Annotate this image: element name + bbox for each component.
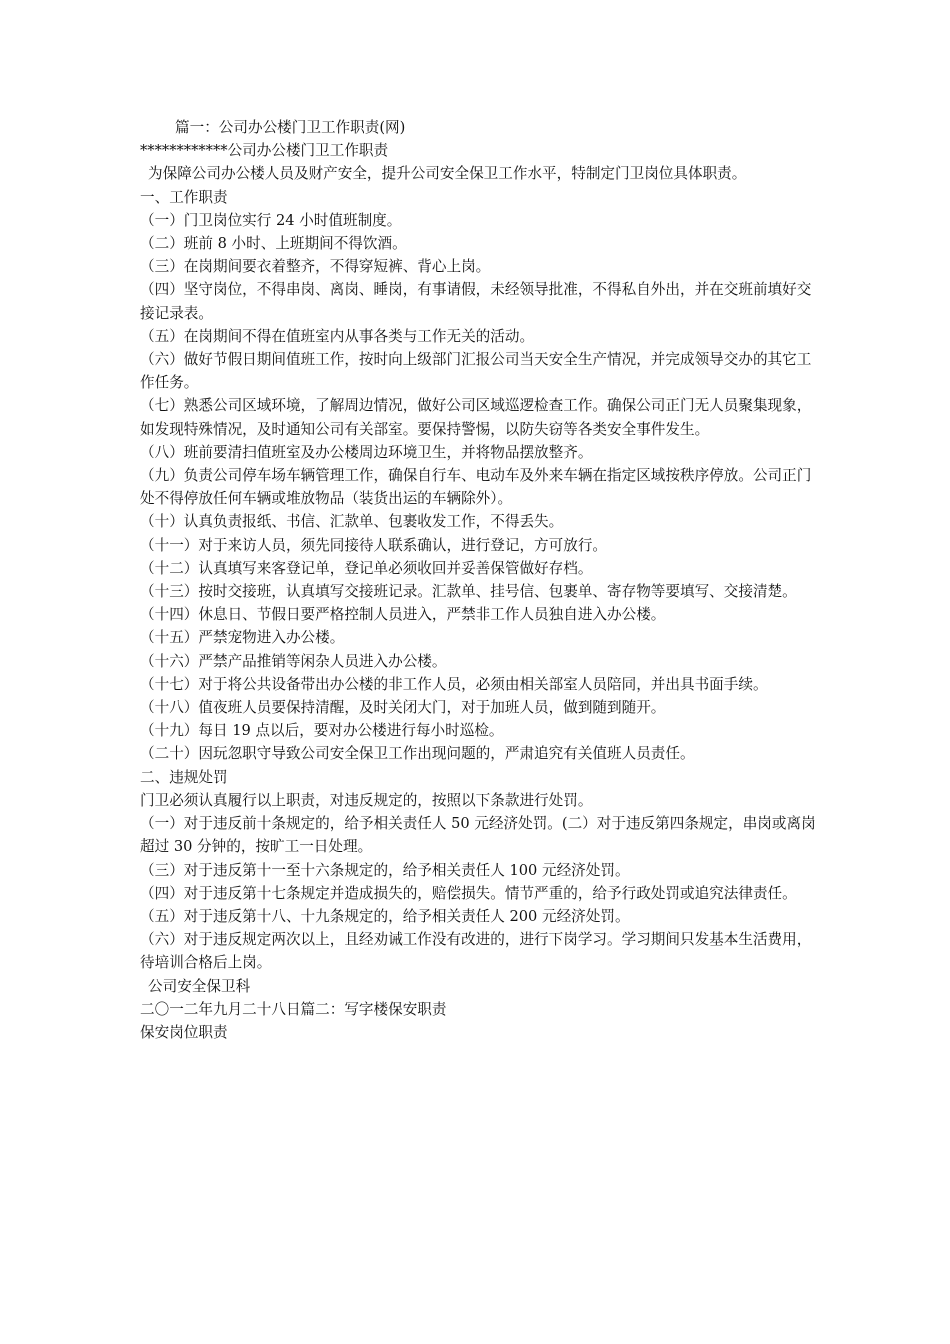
section-heading: ************公司办公楼门卫工作职责 — [140, 142, 389, 160]
penalty-item: （三）对于违反第十一至十六条规定的，给予相关责任人 100 元经济处罚。 — [140, 861, 630, 879]
duty-item: （六）做好节假日期间值班工作，按时向上级部门汇报公司当天安全生产情况，并完成领导交办的其它工作任务。 — [140, 351, 812, 392]
duty-item: （十四）休息日、节假日要严格控制人员进入，严禁非工作人员独自进入办公楼。 — [140, 606, 666, 624]
penalty-item: （四）对于违反第十七条规定并造成损失的，赔偿损失。情节严重的，给予行政处罚或追究法律责任。 — [140, 884, 797, 902]
document-page — [140, 116, 825, 1044]
signature-department: 公司安全保卫科 — [148, 977, 251, 995]
duty-item: （十七）对于将公共设备带出办公楼的非工作人员，必须由相关部室人员陪同，并出具书面手续。 — [140, 675, 768, 693]
duty-item: （一）门卫岗位实行 24 小时值班制度。 — [140, 211, 402, 229]
duty-item: （十三）按时交接班，认真填写交接班记录。汇款单、挂号信、包裹单、寄存物等要填写、交接清楚。 — [140, 583, 797, 601]
penalty-item: （五）对于违反第十八、十九条规定的，给予相关责任人 200 元经济处罚。 — [140, 907, 630, 925]
duty-item: （十五）严禁宠物进入办公楼。 — [140, 629, 345, 647]
date-line: 二〇一二年九月二十八日篇二：写字楼保安职责 — [140, 1000, 447, 1018]
section-heading: 保安岗位职责 — [140, 1023, 228, 1041]
duty-item: （十六）严禁产品推销等闲杂人员进入办公楼。 — [140, 652, 447, 670]
duty-item: （十）认真负责报纸、书信、汇款单、包裹收发工作，不得丢失。 — [140, 513, 564, 531]
duty-item: （十二）认真填写来客登记单，登记单必须收回并妥善保管做好存档。 — [140, 559, 593, 577]
duty-item: （三）在岗期间要衣着整齐，不得穿短裤、背心上岗。 — [140, 258, 491, 276]
penalty-intro: 门卫必须认真履行以上职责，对违反规定的，按照以下条款进行处罚。 — [140, 791, 593, 809]
duty-item: （七）熟悉公司区域环境，了解周边情况，做好公司区域巡逻检查工作。确保公司正门无人员聚集现象，如发现特殊情况，及时通知公司有关部室。要保持警惕，以防失窃等各类安全事件发生。 — [140, 397, 812, 438]
penalty-item: （六）对于违反规定两次以上，且经劝诫工作没有改进的，进行下岗学习。学习期间只发基本生活费用，待培训合格后上岗。 — [140, 931, 812, 972]
intro-paragraph: 为保障公司办公楼人员及财产安全，提升公司安全保卫工作水平，特制定门卫岗位具体职责。 — [148, 165, 747, 183]
penalty-item: （一）对于违反前十条规定的，给予相关责任人 50 元经济处罚。(二）对于违反第四条规定，串岗或离岗超过 30 分钟的，按旷工一日处理。 — [140, 815, 816, 856]
duty-item: （十一）对于来访人员，须先同接待人联系确认，进行登记，方可放行。 — [140, 536, 608, 554]
duty-item: （十八）值夜班人员要保持清醒，及时关闭大门，对于加班人员，做到随到随开。 — [140, 699, 666, 717]
section-heading: 二、违规处罚 — [140, 768, 228, 786]
section-heading: 一、工作职责 — [140, 188, 228, 206]
duty-item: （八）班前要清扫值班室及办公楼周边环境卫生，并将物品摆放整齐。 — [140, 443, 593, 461]
duty-item: （四）坚守岗位，不得串岗、离岗、睡岗，有事请假，未经领导批准，不得私自外出，并在交班前填好交接记录表。 — [140, 281, 812, 322]
duty-item: （十九）每日 19 点以后，要对办公楼进行每小时巡检。 — [140, 722, 504, 740]
duty-item: （五）在岗期间不得在值班室内从事各类与工作无关的活动。 — [140, 327, 535, 345]
article-title: 篇一：公司办公楼门卫工作职责(网) — [175, 119, 406, 136]
duty-item: （二十）因玩忽职守导致公司安全保卫工作出现问题的，严肃追究有关值班人员责任。 — [140, 745, 695, 763]
duty-item: （二）班前 8 小时、上班期间不得饮酒。 — [140, 235, 407, 253]
duty-item: （九）负责公司停车场车辆管理工作，确保自行车、电动车及外来车辆在指定区域按秩序停放。公司正门处不得停放任何车辆或堆放物品（装货出运的车辆除外）。 — [140, 467, 812, 508]
